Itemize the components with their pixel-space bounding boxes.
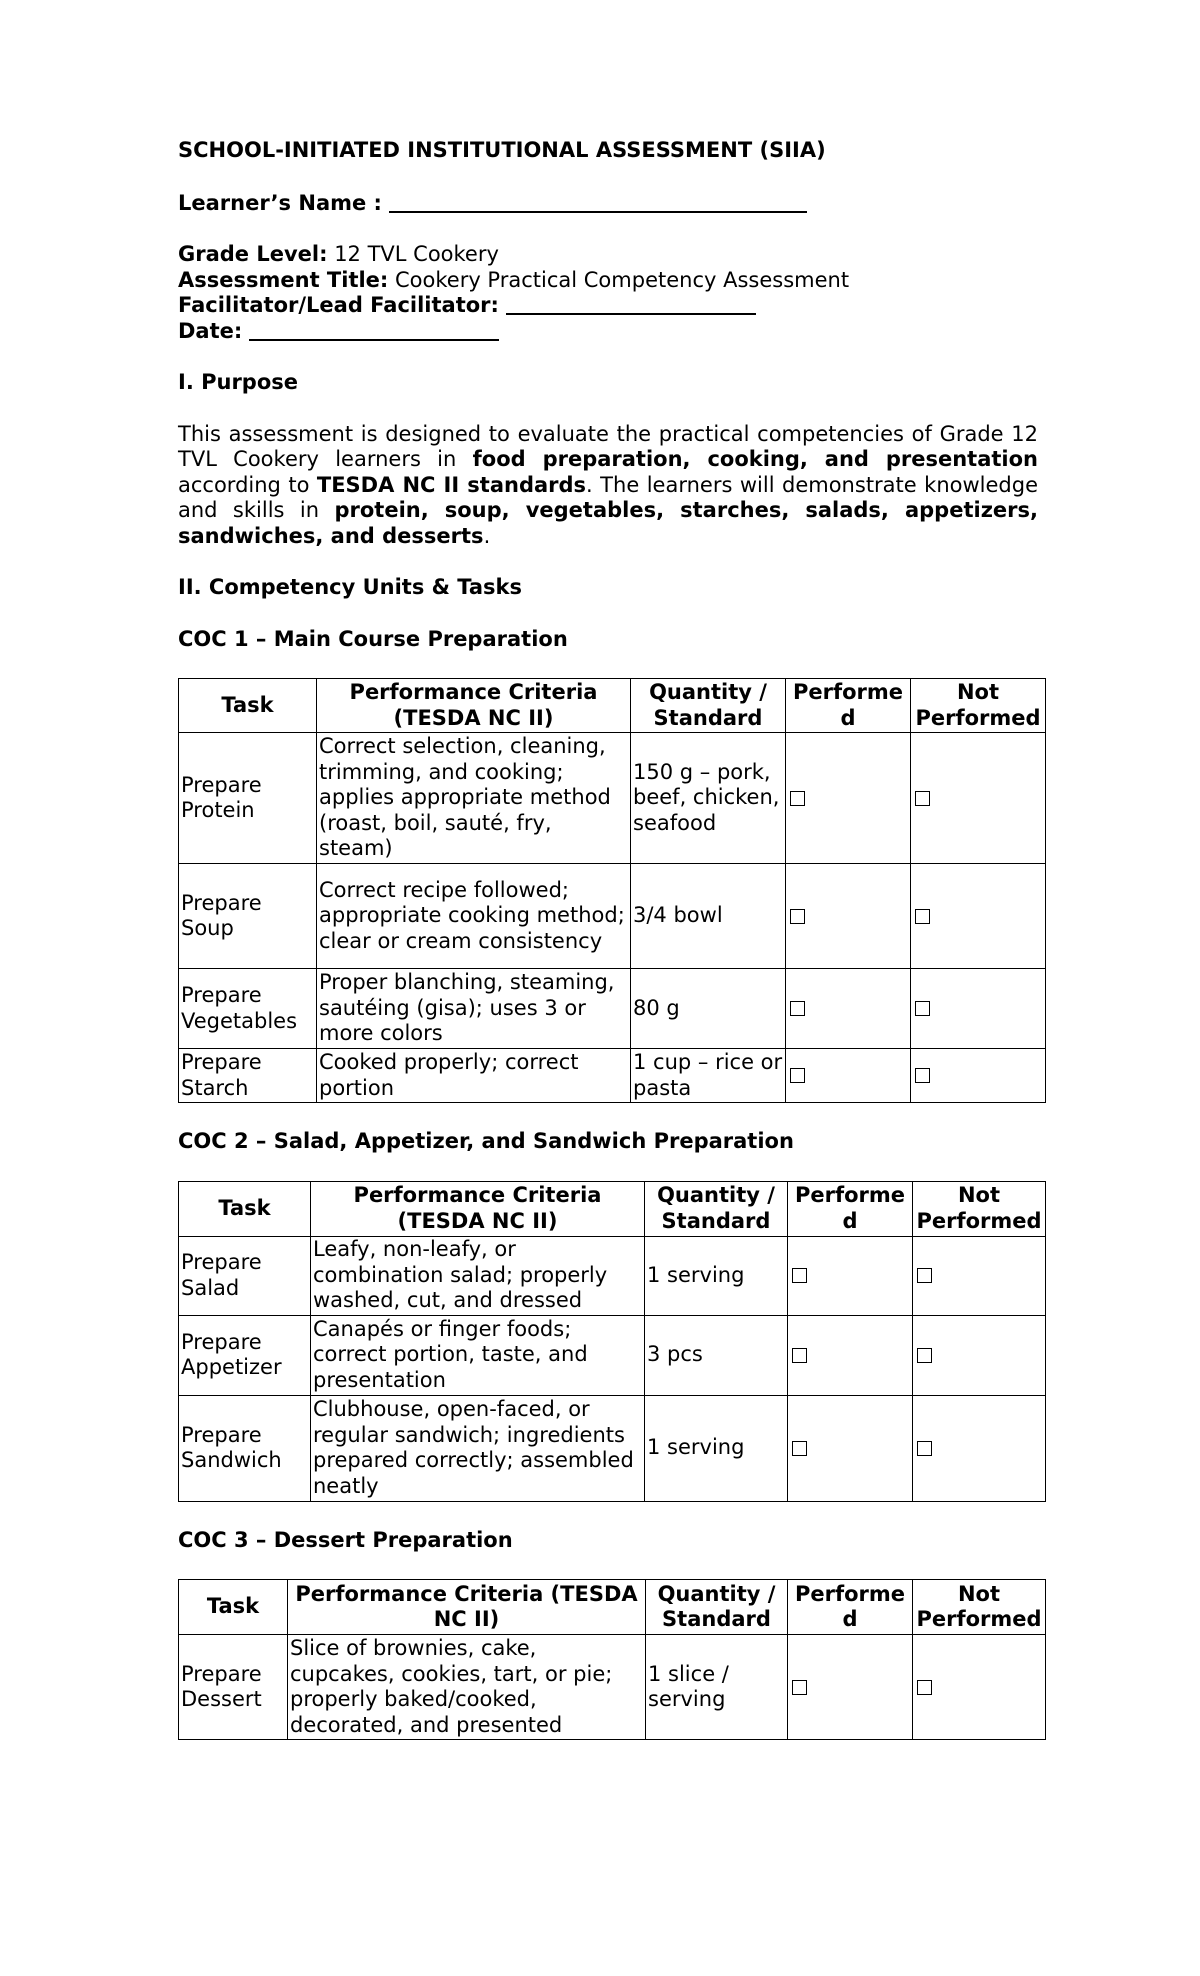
table-row <box>179 1395 1046 1501</box>
criteria-cell: Correct recipe followed; appropriate cooking method; clear or cream consistency <box>317 864 631 969</box>
not-performed-checkbox[interactable] <box>915 791 930 806</box>
coc2-table <box>178 1181 1046 1502</box>
header-task: Task <box>179 679 317 733</box>
table-row <box>179 969 1046 1049</box>
task-cell: Prepare Dessert <box>179 1635 288 1740</box>
performed-checkbox[interactable] <box>790 1001 805 1016</box>
not-performed-checkbox[interactable] <box>915 1068 930 1083</box>
grade-level-label: Grade Level: <box>178 242 328 266</box>
not-performed-cell <box>911 969 1046 1049</box>
criteria-cell: Leafy, non-leafy, or combination salad; properly washed, cut, and dressed <box>311 1236 645 1315</box>
performed-cell <box>788 1315 913 1395</box>
assessment-title-line <box>178 268 1038 294</box>
header-not-performed: Not Performed <box>913 1580 1046 1635</box>
quantity-cell: 80 g <box>631 969 786 1049</box>
criteria-cell: Proper blanching, steaming, sautéing (gisa); uses 3 or more colors <box>317 969 631 1049</box>
header-criteria: Performance Criteria (TESDA NC II) <box>311 1181 645 1236</box>
quantity-cell: 3/4 bowl <box>631 864 786 969</box>
header-criteria: Performance Criteria (TESDA NC II) <box>288 1580 646 1635</box>
assessment-title-value: Cookery Practical Competency Assessment <box>388 267 850 292</box>
coc1-table <box>178 678 1046 1103</box>
performed-checkbox[interactable] <box>792 1268 807 1283</box>
performed-checkbox[interactable] <box>790 791 805 806</box>
performed-checkbox[interactable] <box>792 1441 807 1456</box>
not-performed-checkbox[interactable] <box>915 1001 930 1016</box>
not-performed-cell <box>911 1049 1046 1103</box>
criteria-cell: Canapés or finger foods; correct portion, taste, and presentation <box>311 1315 645 1395</box>
quantity-cell: 1 serving <box>645 1236 788 1315</box>
not-performed-cell <box>913 1395 1046 1501</box>
task-cell: Prepare Sandwich <box>179 1395 311 1501</box>
purpose-paragraph: This assessment is designed to evaluate the practical competencies of Grade 12 TVL Cookery learners in food preparation, cooking, and presentation according to TESDA NC II standards. The learners will demonstrate knowledge and skills in protein, soup, vegetables, starches, salads, appetizers, sandwiches, and desserts. <box>178 421 1039 548</box>
task-cell: Prepare Starch <box>179 1049 317 1103</box>
header-not-performed: Not Performed <box>913 1181 1046 1236</box>
table-row <box>179 1635 1046 1740</box>
header-performed: Performed <box>788 1181 913 1236</box>
performed-cell <box>788 1635 913 1740</box>
facilitator-label: Facilitator/Lead Facilitator: <box>178 293 499 317</box>
header-performed: Performed <box>788 1580 913 1635</box>
header-quantity: Quantity / Standard <box>646 1580 788 1635</box>
grade-level-line <box>178 242 1038 268</box>
competency-units-heading: II. Competency Units & Tasks <box>178 575 523 599</box>
header-performed: Performed <box>786 679 911 733</box>
coc3-table <box>178 1579 1046 1740</box>
header-quantity: Quantity / Standard <box>631 679 786 733</box>
not-performed-cell <box>913 1315 1046 1395</box>
header-not-performed: Not Performed <box>911 679 1046 733</box>
performed-checkbox[interactable] <box>792 1348 807 1363</box>
date-field[interactable] <box>249 319 499 341</box>
performed-checkbox[interactable] <box>790 909 805 924</box>
quantity-cell: 1 cup – rice or pasta <box>631 1049 786 1103</box>
coc2-header-row <box>179 1181 1046 1236</box>
facilitator-field[interactable] <box>506 293 756 315</box>
facilitator-line <box>178 293 1038 319</box>
not-performed-cell <box>911 864 1046 969</box>
performed-cell <box>788 1395 913 1501</box>
not-performed-cell <box>913 1635 1046 1740</box>
learner-name-field[interactable] <box>389 191 807 213</box>
quantity-cell: 3 pcs <box>645 1315 788 1395</box>
header-quantity: Quantity / Standard <box>645 1181 788 1236</box>
not-performed-cell <box>913 1236 1046 1315</box>
quantity-cell: 1 slice / serving <box>646 1635 788 1740</box>
learner-name-label: Learner’s Name : <box>178 190 382 215</box>
performed-cell <box>788 1236 913 1315</box>
coc3-header-row <box>179 1580 1046 1635</box>
performed-cell <box>786 1049 911 1103</box>
performed-cell <box>786 864 911 969</box>
table-row <box>179 1049 1046 1103</box>
table-row <box>179 1236 1046 1315</box>
date-label: Date: <box>178 318 243 343</box>
header-task: Task <box>179 1181 311 1236</box>
document-page <box>178 138 1042 1740</box>
header-task: Task <box>179 1580 288 1635</box>
task-cell: Prepare Protein <box>179 733 317 864</box>
assessment-title-label: Assessment Title: <box>178 267 389 292</box>
criteria-cell: Cooked properly; correct portion <box>317 1049 631 1103</box>
purpose-heading: I. Purpose <box>178 370 299 394</box>
table-row <box>179 864 1046 969</box>
task-cell: Prepare Soup <box>179 864 317 969</box>
not-performed-checkbox[interactable] <box>917 1348 932 1363</box>
not-performed-cell <box>911 733 1046 864</box>
task-cell: Prepare Vegetables <box>179 969 317 1049</box>
not-performed-checkbox[interactable] <box>917 1680 932 1695</box>
criteria-cell: Correct selection, cleaning, trimming, and cooking; applies appropriate method (roast, boil, sauté, fry, steam) <box>317 733 631 864</box>
coc2-heading: COC 2 – Salad, Appetizer, and Sandwich Preparation <box>178 1129 794 1153</box>
performed-checkbox[interactable] <box>792 1680 807 1695</box>
table-row <box>179 733 1046 864</box>
date-line <box>178 319 1038 345</box>
not-performed-checkbox[interactable] <box>917 1268 932 1283</box>
criteria-cell: Slice of brownies, cake, cupcakes, cookies, tart, or pie; properly baked/cooked, decorated, and presented <box>288 1635 646 1740</box>
grade-level-value: 12 TVL Cookery <box>327 242 499 266</box>
document-title: SCHOOL-INITIATED INSTITUTIONAL ASSESSMENT (SIIA) <box>178 138 826 162</box>
not-performed-checkbox[interactable] <box>915 909 930 924</box>
criteria-cell: Clubhouse, open-faced, or regular sandwich; ingredients prepared correctly; assembled neatly <box>311 1395 645 1501</box>
performed-cell <box>786 733 911 864</box>
performed-cell <box>786 969 911 1049</box>
coc1-header-row <box>179 679 1046 733</box>
performed-checkbox[interactable] <box>790 1068 805 1083</box>
quantity-cell: 150 g – pork, beef, chicken, seafood <box>631 733 786 864</box>
table-row <box>179 1315 1046 1395</box>
quantity-cell: 1 serving <box>645 1395 788 1501</box>
not-performed-checkbox[interactable] <box>917 1441 932 1456</box>
header-criteria: Performance Criteria (TESDA NC II) <box>317 679 631 733</box>
coc1-heading: COC 1 – Main Course Preparation <box>178 626 568 651</box>
task-cell: Prepare Appetizer <box>179 1315 311 1395</box>
coc3-heading: COC 3 – Dessert Preparation <box>178 1527 513 1552</box>
task-cell: Prepare Salad <box>179 1236 311 1315</box>
learner-name-line <box>178 191 1038 217</box>
